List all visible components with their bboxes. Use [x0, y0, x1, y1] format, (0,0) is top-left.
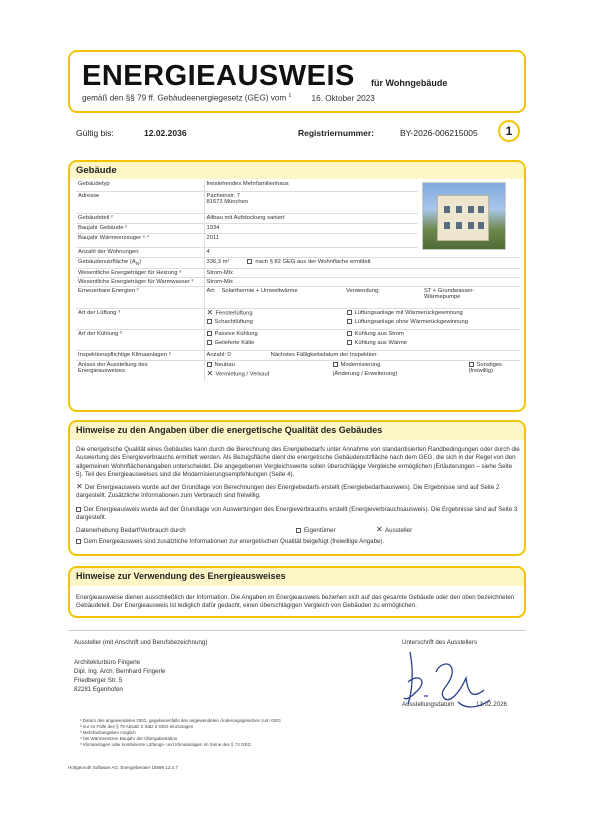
building-section-title: Gebäude: [70, 162, 524, 179]
table-row: [76, 308, 520, 329]
row-label: Gebäudeteil ²: [76, 213, 204, 223]
footnote-3: ³ Mehrfachangaben möglich: [80, 730, 136, 735]
renew-art-label: Art:: [206, 287, 216, 294]
row-label: Art der Lüftung ³: [76, 308, 204, 329]
row-label: Erneuerbare Energien ³: [76, 286, 204, 308]
signature-image: [380, 642, 510, 712]
row-label: Inspektionspflichtige Klimaanlagen ⁵: [76, 350, 204, 360]
row-label: Art der Kühlung ³: [76, 329, 204, 350]
building-section: [68, 160, 526, 412]
footnote-1: ¹ Datum des angewendeten GEG, gegebenenfalls des angewendeten Änderungsgesetzes zum GEG: [80, 718, 281, 723]
row-label: Wesentliche Energieträger für Heizung ³: [76, 268, 204, 277]
row-value: Strom-Mix: [204, 268, 520, 277]
table-row: [76, 268, 520, 277]
issue-date-value: 13.02.2026: [476, 701, 507, 708]
row-label-text: Wesentliche Energieträger für Warmwasser: [78, 278, 190, 285]
footnote-5: ⁵ Klimaanlagen oder kombinierte Lüftungs- und Klimaanlagen im Sinne des § 74 GEG: [80, 742, 251, 747]
table-row: [76, 233, 520, 247]
cool-option-4: Kühlung aus Wärme: [354, 339, 408, 346]
law-line: [82, 93, 375, 103]
building-table: [76, 180, 520, 381]
issue-date-label: Ausstellungsdatum: [402, 701, 455, 708]
reason-option-1: Neubau: [214, 361, 235, 368]
row-label-text: Art der Kühlung: [78, 330, 119, 337]
validity-bar: [68, 120, 526, 146]
row-value: [204, 286, 520, 308]
reason-option-4: (Änderung / Erweiterung): [332, 370, 398, 377]
vent-checkbox-4[interactable]: [347, 319, 352, 324]
row-label-text: Erneuerbare Energien: [78, 287, 136, 294]
row-label: Baujahr Wärmeerzeuger ²·⁴: [76, 233, 204, 247]
reason-label-2: Energieausweises: [78, 367, 126, 374]
row-value: [204, 308, 520, 329]
table-row: [76, 213, 520, 223]
vent-check-x-icon[interactable]: ✕: [206, 307, 214, 317]
row-value: freistehendes Mehrfamilienhaus: [204, 180, 418, 191]
issuer-line-3: Friedberger Str. 5: [74, 677, 123, 684]
row-label: Wesentliche Energieträger für Warmwasser ³: [76, 277, 204, 286]
bedarf-option-text: Der Energieausweis wurde auf der Grundlage von Berechnungen des Energiebedarfs erstellt (Energiebedarfsausweis). Die Ergebnisse sind auf Seite 2 dargestellt. Zusätzliche Informationen zum Verbrauch sind freiwillig.: [76, 484, 500, 500]
valid-label: Gültig bis:: [76, 128, 114, 138]
cool-checkbox-1[interactable]: [207, 331, 212, 336]
issuer-check-x-icon[interactable]: ✕: [376, 525, 383, 535]
row-label: Baujahr Gebäude ²: [76, 223, 204, 233]
area-checkbox[interactable]: [247, 259, 252, 264]
vent-option-1: Fensterlüftung: [215, 310, 253, 317]
title-block: [68, 50, 526, 113]
quality-hints-title: Hinweise zu den Angaben über die energetische Qualität des Gebäudes: [70, 422, 524, 440]
cool-checkbox-2[interactable]: [207, 340, 212, 345]
bedarf-option: [76, 484, 520, 501]
cool-checkbox-3[interactable]: [347, 331, 352, 336]
ac-next-inspection: Nächstes Fälligkeitsdatum der Inspektion:: [270, 351, 378, 358]
table-row: [76, 329, 520, 350]
reason-option-2: Vermietung / Verkauf: [215, 371, 270, 378]
table-row: [76, 223, 520, 233]
reason-checkbox-3[interactable]: [333, 362, 338, 367]
usage-hints-section: [68, 566, 526, 618]
renew-use-label: Verwendung:: [346, 287, 380, 294]
row-value: [204, 257, 520, 268]
registration-label: Registriernummer:: [298, 128, 375, 138]
additional-info-text: Dem Energieausweis sind zusätzliche Informationen zur energetischen Qualität beigefügt (freiwillige Angabe).: [84, 538, 385, 545]
reason-option-5: Sonstiges (freiwillig): [468, 361, 502, 374]
row-value: [204, 329, 520, 350]
issuer-line-2: Dipl. Ing. Arch. Bernhard Fingerle: [74, 668, 166, 675]
address-street: Pacheinstr. 7: [206, 192, 241, 199]
table-row: [76, 247, 520, 257]
table-row: [76, 286, 520, 308]
verbrauch-checkbox[interactable]: [76, 507, 81, 512]
footnote-4-text: bei Wärmenetzen Baujahr der Übergabestation: [83, 736, 178, 741]
owner-label: Eigentümer: [304, 527, 336, 534]
row-label: Adresse: [76, 191, 204, 213]
footnote-1-text: Datum des angewendeten GEG, gegebenenfalls des angewendeten Änderungsgesetzes zum GEG: [82, 718, 281, 723]
row-label-text: Wesentliche Energieträger für Heizung: [78, 269, 178, 276]
row-value: [204, 191, 418, 213]
table-row: [76, 191, 520, 213]
verbrauch-option-text: Der Energieausweis wurde auf der Grundlage von Auswertungen des Energieverbrauchs erstellt (Energieverbrauchsausweis). Die Ergebnisse sind auf Seite 3 dargestellt.: [76, 506, 518, 522]
row-label-text: Gebäudenutzfläche (A: [78, 258, 136, 265]
law-text: gemäß den §§ 79 ff. Gebäudeenergiegesetz (GEG) vom: [82, 93, 287, 103]
row-label-sub: N: [135, 261, 140, 267]
additional-info-option: [76, 538, 520, 546]
row-value: 4: [204, 247, 520, 257]
quality-hints-section: [68, 420, 526, 556]
cool-option-3: Kühlung aus Strom: [354, 330, 404, 337]
cool-checkbox-4[interactable]: [347, 340, 352, 345]
row-label-text: Baujahr Gebäude: [78, 224, 124, 231]
issuer-label: Aussteller (mit Anschrift und Berufsbezeichnung): [74, 639, 208, 646]
vent-option-4: Lüftungsanlage ohne Wärmerückgewinnung: [354, 318, 468, 325]
row-label: [76, 360, 204, 381]
footnote-3-text: Mehrfachangaben möglich: [82, 730, 136, 735]
row-value: [204, 350, 520, 360]
law-footnote-mark: 1: [288, 93, 292, 99]
cool-option-2: Gelieferte Kälte: [214, 339, 255, 346]
row-value: Strom-Mix: [204, 277, 520, 286]
page-number: 1: [498, 120, 520, 142]
registration-value: BY-2026-006215005: [400, 128, 478, 138]
bedarf-check-x-icon[interactable]: ✕: [76, 482, 83, 492]
vent-checkbox-2[interactable]: [207, 319, 212, 324]
footnote-2: ² nur im Falle des § 79 Absatz 2 Satz 2 GEG einzutragen: [80, 724, 194, 729]
ac-count: Anzahl: 0: [206, 351, 231, 358]
row-value: 2011: [204, 233, 418, 247]
row-value: 1934: [204, 223, 418, 233]
software-note: Hottgenroth Software AG, Energieberater 18599 12.4.7: [68, 765, 178, 770]
table-row: [76, 350, 520, 360]
renew-use-value-2: Wärmepumpe: [424, 293, 461, 300]
issuer-line-1: Architekturbüro Fingerle: [74, 659, 141, 666]
document-title: ENERGIEAUSWEIS: [82, 60, 355, 92]
signature-label: Unterschrift des Ausstellers: [402, 639, 477, 646]
renew-art-value: Solarthermie + Umweltwärme: [221, 287, 298, 294]
table-row: [76, 360, 520, 381]
vent-checkbox-3[interactable]: [347, 310, 352, 315]
row-label-text: Art der Lüftung: [78, 309, 117, 316]
usage-hints-text: Energieausweise dienen ausschließlich der Information. Die Angaben im Energieausweis beziehen sich auf das gesamte Gebäude oder den oben bezeichneten Gebäudeteil. Der Energieausweis ist lediglich dafür gedacht, einen überschlägigen Vergleich von Gebäuden zu ermöglichen.: [76, 594, 515, 610]
issuer-line-4: 82281 Egenhofen: [74, 686, 123, 693]
row-value: [204, 360, 520, 381]
additional-info-checkbox[interactable]: [76, 539, 81, 544]
reason-checkbox-1[interactable]: [207, 362, 212, 367]
row-label-text: Gebäudeteil: [78, 214, 110, 221]
verbrauch-option: [76, 506, 520, 523]
data-collection-row: [76, 527, 520, 535]
renew-use-value-1: ST + Grundwasser-: [424, 287, 475, 294]
vent-option-2: Schachtlüftung: [214, 318, 253, 325]
footnote-4: ⁴ bei Wärmenetzen Baujahr der Übergabestation: [80, 736, 178, 741]
footnote-5-text: Klimaanlagen oder kombinierte Lüftungs- und Klimaanlagen im Sinne des § 74 GEG: [83, 742, 251, 747]
footnote-2-text: nur im Falle des § 79 Absatz 2 Satz 2 GEG einzutragen: [82, 724, 194, 729]
quality-hints-text: Die energetische Qualität eines Gebäudes kann durch die Berechnung des Energiebedarfs unter Annahme von standardisierten Randbedingungen oder durch die Auswertung des Energieverbrauchs ermittelt werden. Als Bezugsfläche dient die energetische Gebäudenutzfläche nach dem GEG, die sich in der Regel von den allgemeinen Wohnflächenangaben unterscheidet. Die angegebenen Vergleichswerte sollen überschlägige Vergleiche ermöglichen (Erläuterungen – siehe Seite 5). Teil des Energieausweises sind die Modernisierungsempfehlungen (Seite 4).: [76, 446, 520, 479]
vent-option-3: Lüftungsanlage mit Wärmerückgewinnung: [354, 309, 463, 316]
document-subtitle: für Wohngebäude: [371, 78, 448, 88]
table-row: [76, 257, 520, 268]
reason-label-1: Anlass der Ausstellung des: [78, 361, 148, 368]
table-row: [76, 277, 520, 286]
data-collection-label: Datenerhebung Bedarf/Verbrauch durch: [76, 527, 186, 534]
table-row: [76, 180, 520, 191]
reason-option-3: Modernisierung: [340, 361, 381, 368]
address-city: 81673 München: [206, 198, 249, 205]
row-label: Anzahl der Wohnungen: [76, 247, 204, 257]
issuer-option-label: Aussteller: [385, 527, 413, 534]
valid-value: 12.02.2036: [144, 128, 187, 138]
law-date: 16. Oktober 2023: [311, 93, 375, 103]
row-label: Gebäudetyp: [76, 180, 204, 191]
usage-hints-title: Hinweise zur Verwendung des Energieausweises: [70, 568, 524, 586]
reason-check-x-icon[interactable]: ✕: [206, 368, 214, 378]
row-label-text: Baujahr Wärmeerzeuger: [78, 234, 142, 241]
row-value: Altbau mit Aufstockung saniert: [204, 213, 418, 223]
area-option: nach § 82 GEG aus der Wohnfläche ermittelt: [255, 258, 371, 265]
row-label-text: Inspektionspflichtige Klimaanlagen: [78, 351, 167, 358]
cool-option-1: Passive Kühlung: [214, 330, 258, 337]
area-value: 336,3 m²: [206, 258, 230, 265]
owner-checkbox[interactable]: [296, 528, 301, 533]
reason-checkbox-5[interactable]: [469, 362, 474, 367]
row-label: Gebäudenutzfläche $(A_N)$: [76, 257, 204, 268]
